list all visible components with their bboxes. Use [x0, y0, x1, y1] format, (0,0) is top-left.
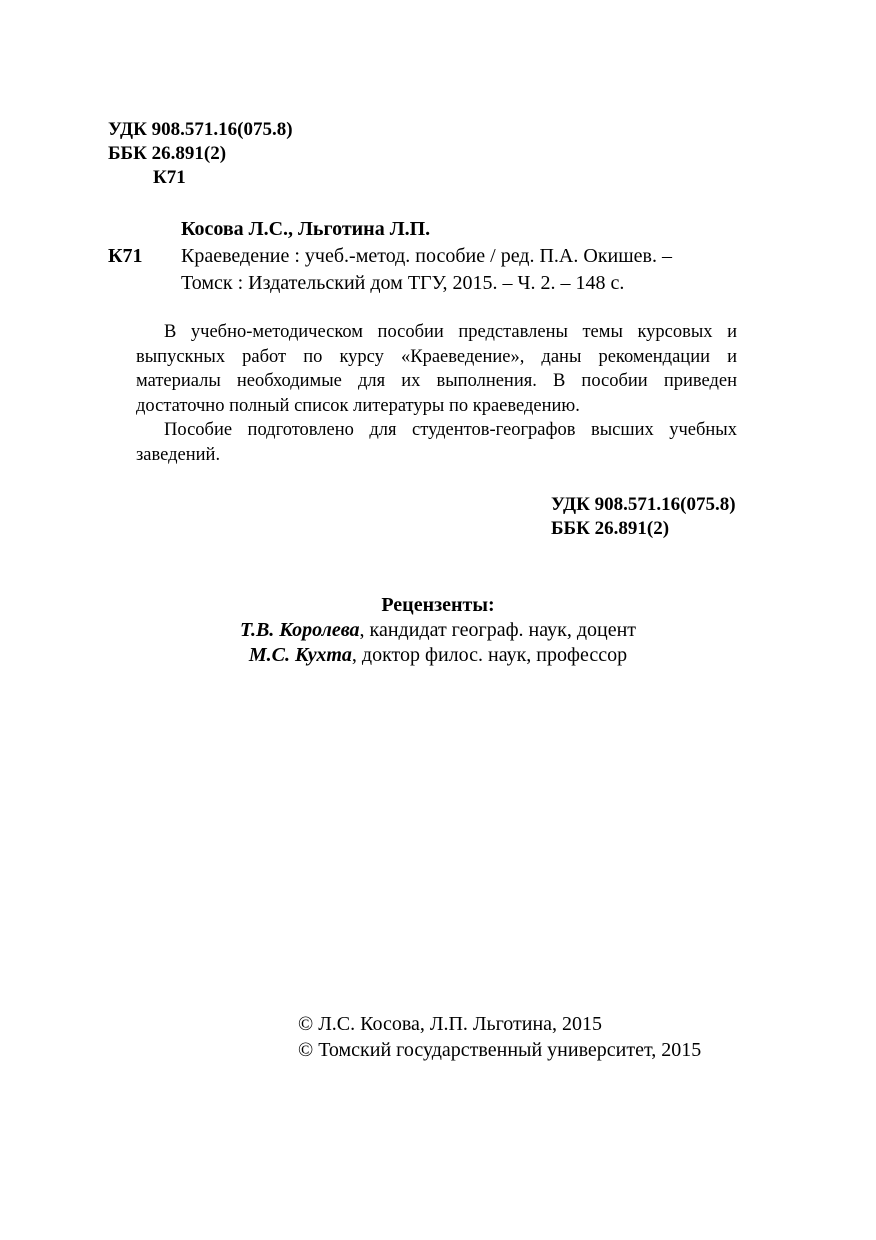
- bib-title-line: Краеведение : учеб.-метод. пособие / ред. П.А. Окишев. –: [181, 245, 672, 267]
- reviewers-heading: Рецензенты:: [381, 594, 495, 616]
- bbk-code-bottom: ББК 26.891(2): [551, 518, 670, 539]
- author-sign-top: К71: [153, 167, 186, 188]
- copyright-authors: © Л.С. Косова, Л.П. Льготина, 2015: [298, 1013, 603, 1035]
- reviewers-block: [0, 593, 876, 668]
- reviewer-line: [0, 643, 876, 668]
- reviewer-name: Т.В. Королева: [239, 619, 360, 641]
- bib-imprint-line: Томск : Издательский дом ТГУ, 2015. – Ч. 2. – 148 с.: [181, 272, 625, 294]
- authors: Косова Л.С., Льготина Л.П.: [181, 218, 431, 240]
- annotation-paragraph: Пособие подготовлено для студентов-географов высших учебных заведений.: [136, 420, 737, 465]
- copyright-university: © Томский государственный университет, 2015: [298, 1039, 702, 1061]
- reviewer-credentials: , кандидат географ. наук, доцент: [359, 619, 637, 641]
- reviewer-credentials: , доктор филос. наук, профессор: [351, 644, 628, 666]
- udk-code-bottom: УДК 908.571.16(075.8): [551, 494, 736, 515]
- author-sign: К71: [108, 245, 143, 267]
- reviewer-line: [0, 618, 876, 643]
- annotation: [136, 320, 737, 467]
- udk-code-top: УДК 908.571.16(075.8): [108, 119, 293, 140]
- bbk-code-top: ББК 26.891(2): [108, 143, 227, 164]
- annotation-paragraph: В учебно-методическом пособии представлены темы курсовых и выпускных работ по курсу «Краеведение», даны рекомендации и материалы необходимые для их выполнения. В пособии приведен достаточно полный список литературы по краеведению.: [136, 322, 737, 416]
- reviewer-name: М.С. Кухта: [248, 644, 352, 666]
